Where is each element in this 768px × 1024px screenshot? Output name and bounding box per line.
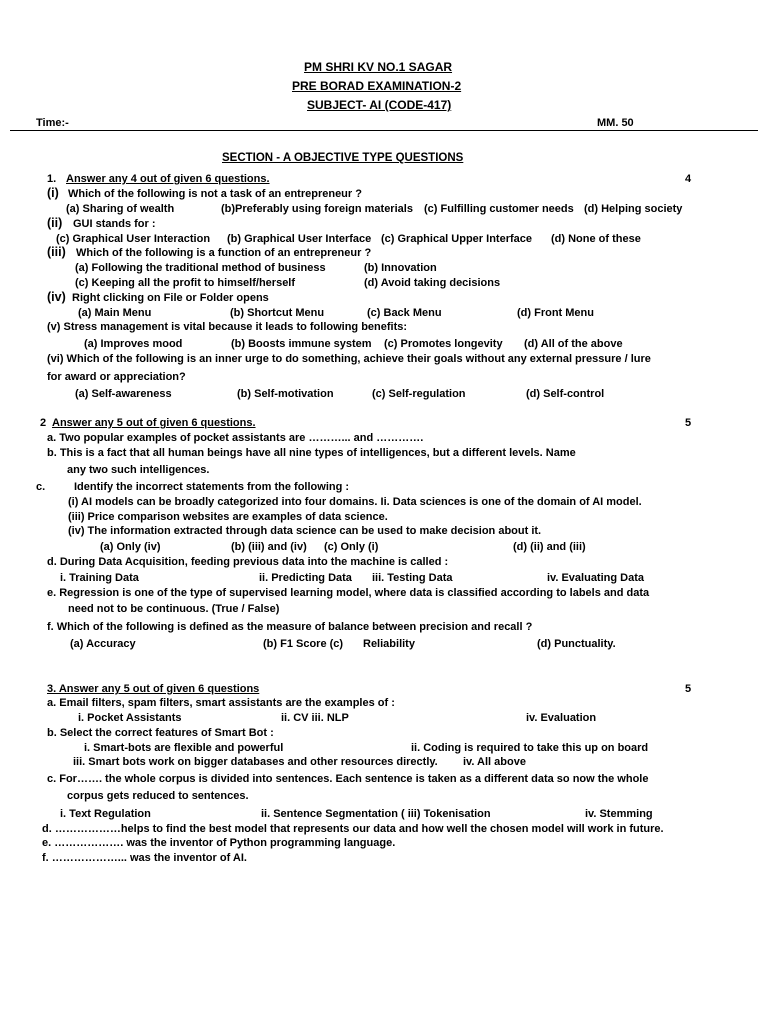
q3-a-question: a. Email filters, spam filters, smart assistants are the examples of : bbox=[47, 697, 395, 709]
q3-d: d. ………………helps to find the best model that represents our data and how well the chosen model will work in future. bbox=[42, 823, 664, 835]
q2-c-option-c: (c) Only (i) bbox=[324, 541, 379, 553]
q2-f-option-c: Reliability bbox=[363, 638, 415, 650]
q1-ii-option-d: (d) None of these bbox=[551, 233, 641, 245]
q2-c-label: c. bbox=[36, 481, 46, 493]
q2-c-option-a: (a) Only (iv) bbox=[100, 541, 161, 553]
q2-f-option-b: (b) F1 Score (c) bbox=[263, 638, 344, 650]
q1-v-question: (v) Stress management is vital because it leads to following benefits: bbox=[47, 321, 408, 333]
q3-c-option-4: iv. Stemming bbox=[585, 808, 653, 820]
q3-marks: 5 bbox=[685, 683, 692, 695]
q1-ii-question: GUI stands for : bbox=[73, 218, 156, 230]
q3-f: f. ………………... was the inventor of AI. bbox=[42, 852, 247, 864]
q2-c-question: Identify the incorrect statements from the following : bbox=[74, 481, 350, 493]
q2-e-line1: e. Regression is one of the type of supervised learning model, where data is classified according to labels and data bbox=[47, 587, 650, 599]
q1-ii-number: (ii) bbox=[47, 216, 63, 230]
q3-e: e. ………………. was the inventor of Python programming language. bbox=[42, 837, 396, 849]
q1-vi-option-a: (a) Self-awareness bbox=[75, 388, 172, 400]
q1-number: 1. bbox=[47, 173, 57, 185]
q1-iv-question: Right clicking on File or Folder opens bbox=[72, 292, 269, 304]
q2-b-line1: b. This is a fact that all human beings have all nine types of intelligences, but a different levels. Name bbox=[47, 447, 576, 459]
q1-v-option-b: (b) Boosts immune system bbox=[231, 338, 372, 350]
section-a-title: SECTION - A OBJECTIVE TYPE QUESTIONS bbox=[222, 152, 464, 164]
q3-b-option-3: iii. Smart bots work on bigger databases and other resources directly. bbox=[73, 756, 438, 768]
q3-b-question: b. Select the correct features of Smart Bot : bbox=[47, 727, 274, 739]
q2-e-line2: need not to be continuous. (True / False) bbox=[68, 603, 280, 615]
q1-ii-option-b: (b) Graphical User Interface bbox=[227, 233, 372, 245]
q3-c-line2: corpus gets reduced to sentences. bbox=[67, 790, 249, 802]
school-name: PM SHRI KV NO.1 SAGAR bbox=[304, 60, 453, 74]
q2-f-option-d: (d) Punctuality. bbox=[537, 638, 616, 650]
q1-iv-option-a: (a) Main Menu bbox=[78, 307, 152, 319]
q2-c-statement-3: (iv) The information extracted through data science can be used to make decision about it. bbox=[68, 525, 542, 537]
q1-iv-option-b: (b) Shortcut Menu bbox=[230, 307, 325, 319]
q2-d-option-4: iv. Evaluating Data bbox=[547, 572, 644, 584]
q1-i-option-c: (c) Fulfilling customer needs bbox=[424, 203, 574, 215]
q1-vi-option-d: (d) Self-control bbox=[526, 388, 605, 400]
q1-iii-number: (iii) bbox=[47, 245, 66, 259]
q2-c-option-b: (b) (iii) and (iv) bbox=[231, 541, 307, 553]
q2-number: 2 bbox=[40, 417, 47, 429]
q1-v-option-a: (a) Improves mood bbox=[84, 338, 183, 350]
q1-vi-question-line1: (vi) Which of the following is an inner urge to do something, achieve their goals without any external pressure / lure bbox=[47, 353, 651, 365]
q1-i-question: Which of the following is not a task of an entrepreneur ? bbox=[68, 188, 362, 200]
q1-iii-option-b: (b) Innovation bbox=[364, 262, 437, 274]
q1-i-number: (i) bbox=[47, 186, 59, 200]
q1-v-option-d: (d) All of the above bbox=[524, 338, 623, 350]
q1-iv-number: (iv) bbox=[47, 290, 66, 304]
q3-instruction: 3. Answer any 5 out of given 6 questions bbox=[47, 683, 260, 695]
q1-v-option-c: (c) Promotes longevity bbox=[384, 338, 503, 350]
q1-i-option-d: (d) Helping society bbox=[584, 203, 683, 215]
q3-c-line1: c. For……. the whole corpus is divided into sentences. Each sentence is taken as a different data so now the whole bbox=[47, 773, 649, 785]
q1-i-option-b: (b)Preferably using foreign materials bbox=[221, 203, 413, 215]
q1-vi-question-line2: for award or appreciation? bbox=[47, 371, 186, 383]
q3-a-option-2: ii. CV iii. NLP bbox=[281, 712, 349, 724]
exam-title: PRE BORAD EXAMINATION-2 bbox=[292, 79, 462, 93]
q2-instruction: Answer any 5 out of given 6 questions. bbox=[52, 417, 256, 429]
q1-i-option-a: (a) Sharing of wealth bbox=[66, 203, 175, 215]
max-marks: MM. 50 bbox=[597, 117, 634, 129]
q2-marks: 5 bbox=[685, 417, 692, 429]
q2-a: a. Two popular examples of pocket assistants are ………... and …………. bbox=[47, 432, 424, 444]
header-divider bbox=[10, 130, 758, 131]
q3-a-option-4: iv. Evaluation bbox=[526, 712, 597, 724]
q1-vi-option-b: (b) Self-motivation bbox=[237, 388, 334, 400]
q3-b-option-2: ii. Coding is required to take this up on board bbox=[411, 742, 649, 754]
q2-b-line2: any two such intelligences. bbox=[67, 464, 210, 476]
q2-d-option-3: iii. Testing Data bbox=[372, 572, 453, 584]
q1-iii-question: Which of the following is a function of an entrepreneur ? bbox=[76, 247, 372, 259]
q1-iii-option-c: (c) Keeping all the profit to himself/herself bbox=[75, 277, 296, 289]
q2-f-question: f. Which of the following is defined as the measure of balance between precision and recall ? bbox=[47, 621, 533, 633]
q3-c-option-1: i. Text Regulation bbox=[60, 808, 151, 820]
q2-d-option-1: i. Training Data bbox=[60, 572, 139, 584]
q3-c-option-2: ii. Sentence Segmentation ( iii) Tokenisation bbox=[261, 808, 491, 820]
q3-b-option-1: i. Smart-bots are flexible and powerful bbox=[84, 742, 284, 754]
time-label: Time:- bbox=[36, 117, 69, 129]
q1-vi-option-c: (c) Self-regulation bbox=[372, 388, 466, 400]
q1-ii-option-a: (c) Graphical User Interaction bbox=[56, 233, 211, 245]
q1-iii-option-d: (d) Avoid taking decisions bbox=[364, 277, 501, 289]
q2-c-option-d: (d) (ii) and (iii) bbox=[513, 541, 586, 553]
q1-ii-option-c: (c) Graphical Upper Interface bbox=[381, 233, 532, 245]
q3-b-option-4: iv. All above bbox=[463, 756, 526, 768]
q1-iv-option-d: (d) Front Menu bbox=[517, 307, 594, 319]
q1-marks: 4 bbox=[685, 173, 692, 185]
q1-instruction: Answer any 4 out of given 6 questions. bbox=[66, 173, 270, 185]
q1-iv-option-c: (c) Back Menu bbox=[367, 307, 442, 319]
q2-d-option-2: ii. Predicting Data bbox=[259, 572, 352, 584]
q2-f-option-a: (a) Accuracy bbox=[70, 638, 136, 650]
q2-d-question: d. During Data Acquisition, feeding previous data into the machine is called : bbox=[47, 556, 449, 568]
q2-c-statement-2: (iii) Price comparison websites are examples of data science. bbox=[68, 511, 388, 523]
q2-c-statement-1: (i) AI models can be broadly categorized into four domains. Ii. Data sciences is one of the domain of AI model. bbox=[68, 496, 642, 508]
q1-iii-option-a: (a) Following the traditional method of business bbox=[75, 262, 326, 274]
subject-title: SUBJECT- AI (CODE-417) bbox=[307, 98, 452, 112]
q3-a-option-1: i. Pocket Assistants bbox=[78, 712, 182, 724]
